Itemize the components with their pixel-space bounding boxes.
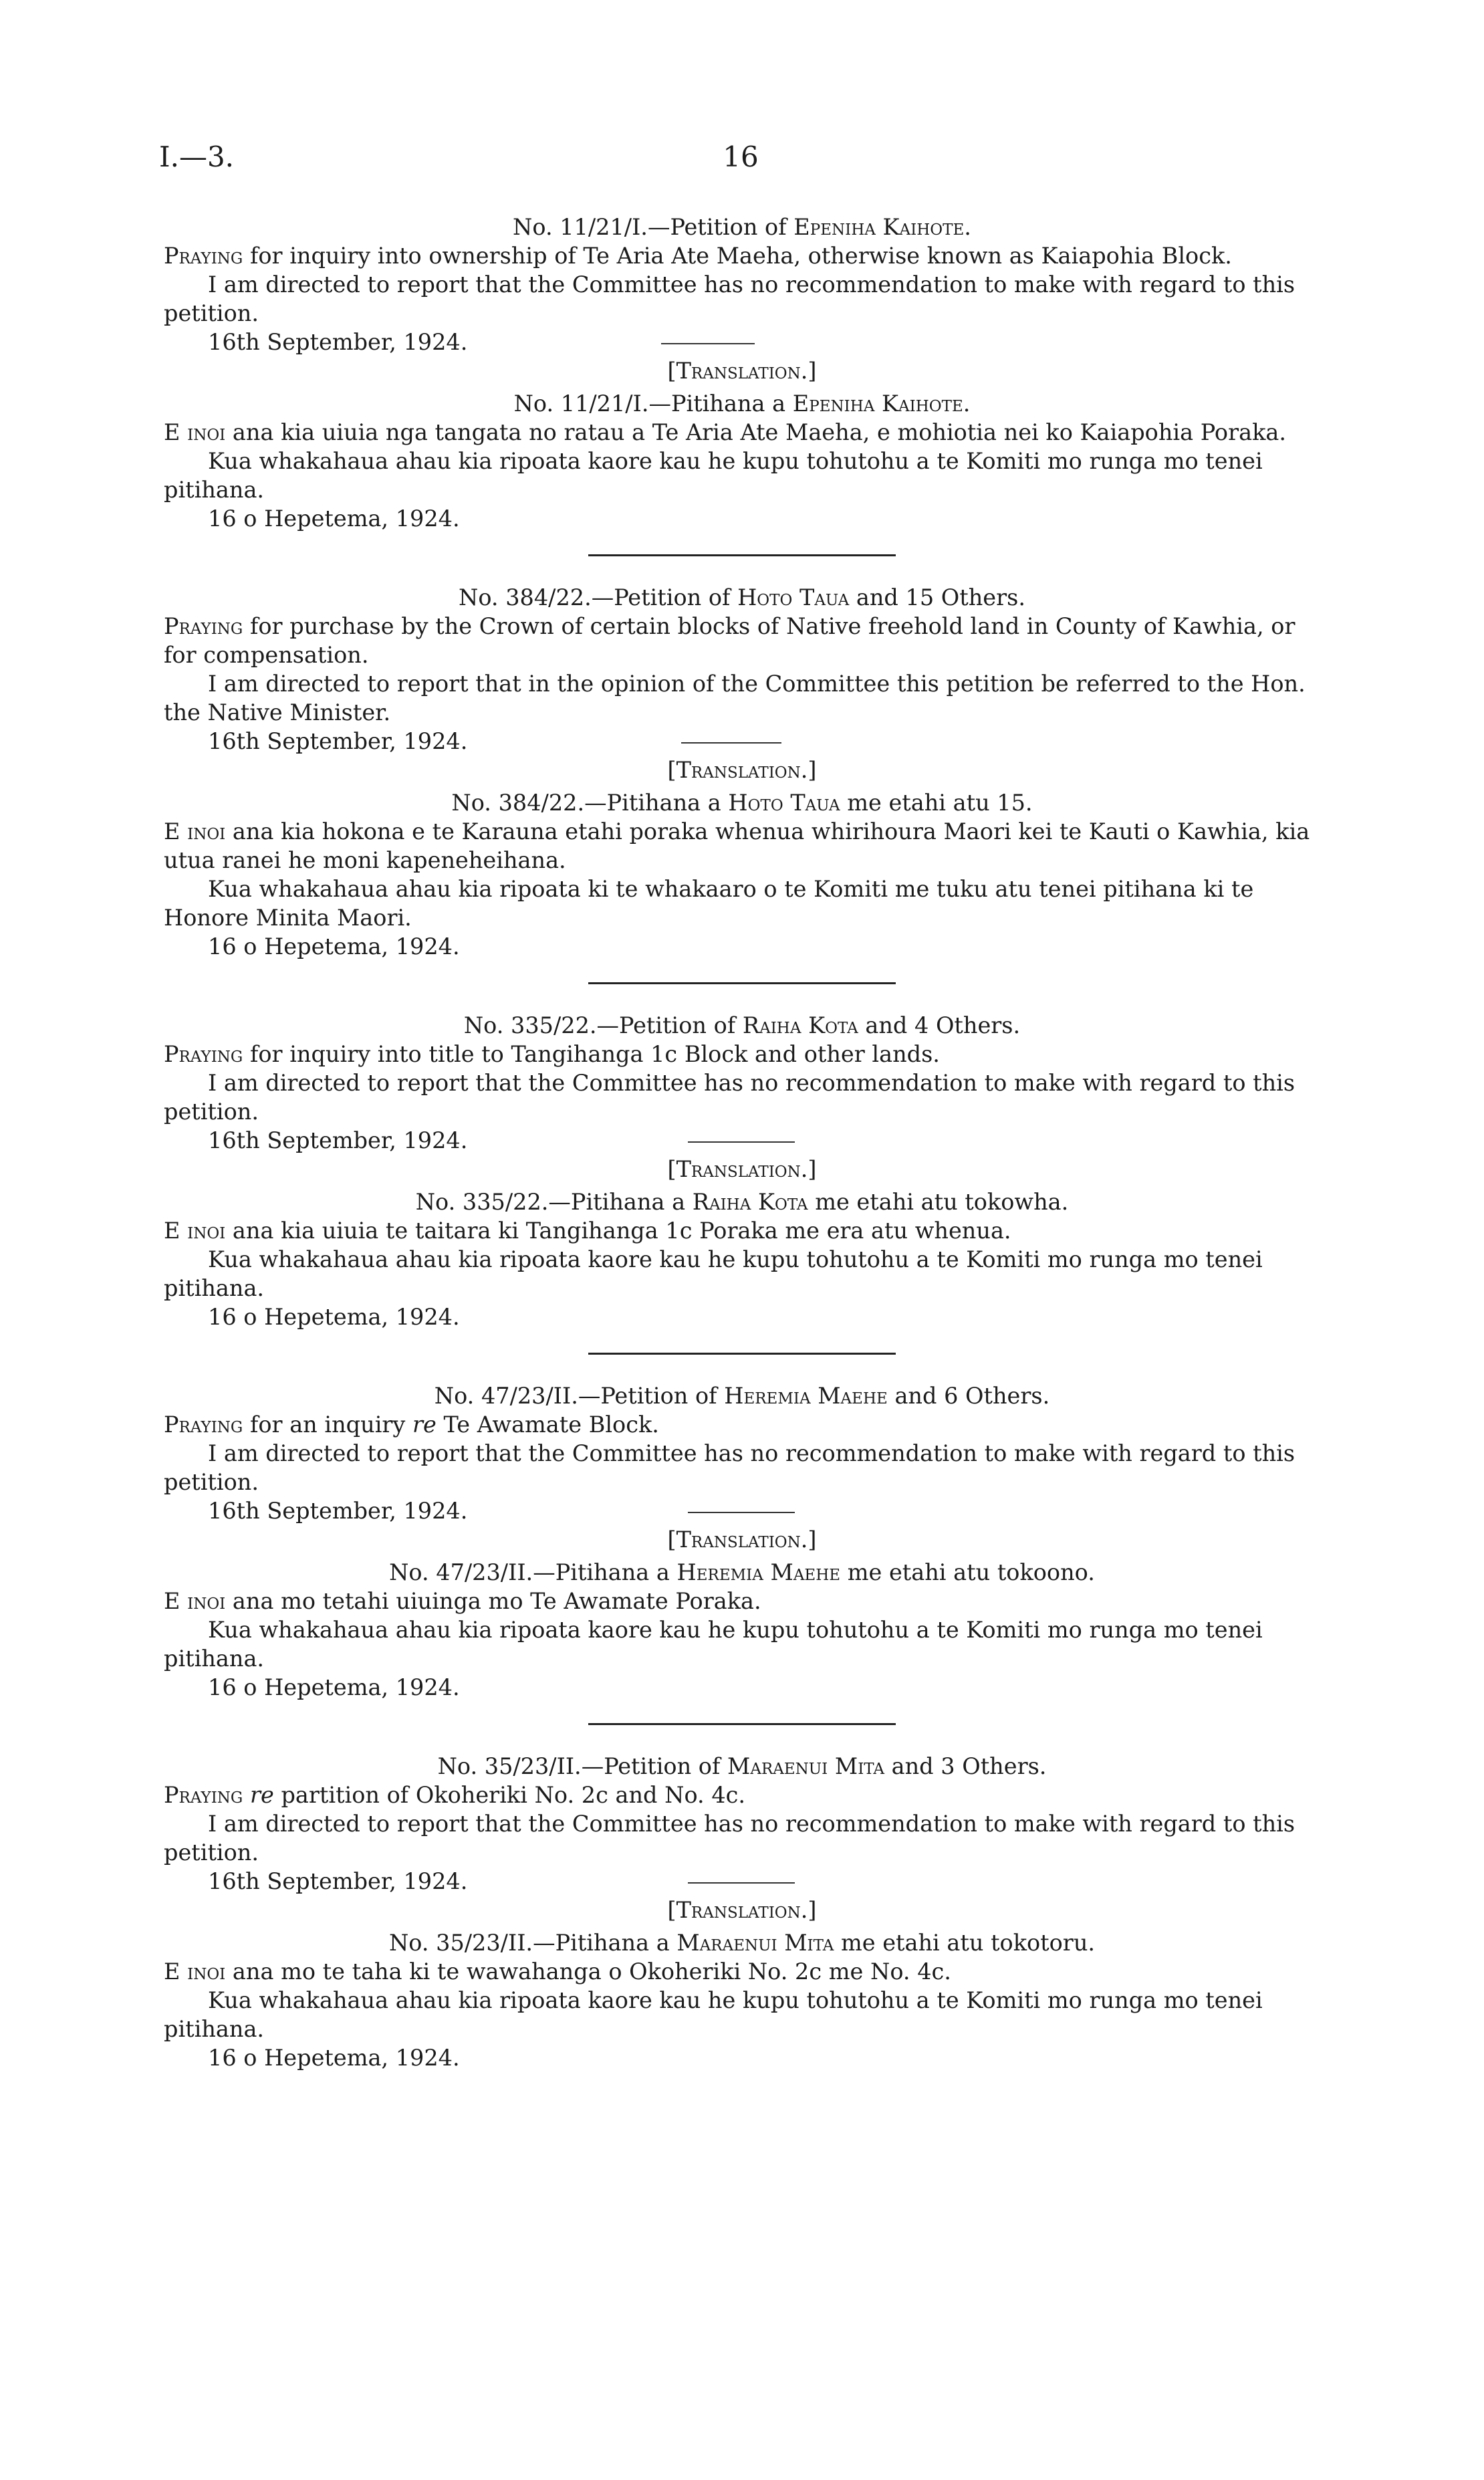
short-divider	[688, 1882, 795, 1884]
translation-prayer: E inoi ana mo te taha ki te wawahanga o Okoheriki No. 2c me No. 4c.	[164, 1958, 951, 1985]
document-reference: I.—3.	[159, 140, 235, 173]
petitioner-name: Hoto Taua	[728, 790, 840, 816]
petitioner-name: Epeniha Kaihote	[793, 214, 965, 240]
translation-report: Kua whakahaua ahau kia ripoata kaore kau he kupu tohutohu a te Komiti mo runga mo tenei pitihana.	[164, 1617, 1263, 1672]
petition-title: No. 335/22.—Petition of Raiha Kota and 4 Others.	[463, 1012, 1021, 1038]
petition-report: I am directed to report that the Committee has no recommendation to make with regard to this petition.	[164, 1811, 1295, 1866]
translation-prayer: E inoi ana kia uiuia te taitara ki Tangihanga 1c Poraka me era atu whenua.	[164, 1218, 1011, 1244]
petition-report: I am directed to report that the Committee has no recommendation to make with regard to this petition.	[164, 1070, 1295, 1125]
petition-title: No. 384/22.—Petition of Hoto Taua and 15 Others.	[459, 584, 1025, 610]
translation-label: [Translation.]	[667, 757, 817, 783]
petitioner-name: Hoto Taua	[737, 584, 850, 610]
short-divider	[681, 742, 781, 744]
petition-date: 16th September, 1924.	[164, 1867, 1320, 1896]
petition-entry	[164, 1381, 1320, 1725]
petition-date: 16th September, 1924.	[164, 727, 1320, 756]
short-divider	[688, 1141, 795, 1143]
section-divider	[588, 982, 896, 984]
petition-prayer: Praying for purchase by the Crown of certain blocks of Native freehold land in County of Kawhia, or for compensation.	[164, 613, 1295, 668]
translation-label: [Translation.]	[667, 1527, 817, 1553]
translation-title: No. 35/23/II.—Pitihana a Maraenui Mita me etahi atu tokotoru.	[388, 1930, 1096, 1956]
petitioner-name: Heremia Maehe	[676, 1559, 841, 1585]
translation-date: 16 o Hepetema, 1924.	[208, 505, 460, 532]
petitioner-name: Raiha Kota	[742, 1012, 858, 1038]
translation-title: No. 47/23/II.—Pitihana a Heremia Maehe me etahi atu tokoono.	[389, 1559, 1095, 1585]
petition-prayer: Praying for inquiry into ownership of Te Aria Ate Maeha, otherwise known as Kaiapohia Block.	[164, 243, 1232, 269]
translation-report: Kua whakahaua ahau kia ripoata kaore kau he kupu tohutohu a te Komiti mo runga mo tenei pitihana.	[164, 448, 1263, 503]
short-divider	[661, 343, 755, 344]
translation-label: [Translation.]	[667, 1156, 817, 1182]
petition-prayer: Praying for inquiry into title to Tangihanga 1c Block and other lands.	[164, 1041, 940, 1067]
translation-label: [Translation.]	[667, 1897, 817, 1923]
petition-entry	[164, 583, 1320, 984]
page-header	[159, 140, 1322, 181]
petition-title: No. 47/23/II.—Petition of Heremia Maehe and 6 Others.	[434, 1383, 1050, 1409]
petition-report: I am directed to report that in the opinion of the Committee this petition be referred to the Hon. the Native Minister.	[164, 671, 1306, 725]
petition-title: No. 11/21/I.—Petition of Epeniha Kaihote.	[513, 214, 971, 240]
petitioner-name: Epeniha Kaihote	[792, 390, 963, 417]
translation-report: Kua whakahaua ahau kia ripoata ki te whakaaro o te Komiti me tuku atu tenei pitihana ki te Honore Minita Maori.	[164, 876, 1254, 931]
petition-date: 16th September, 1924.	[164, 328, 1320, 356]
translation-date: 16 o Hepetema, 1924.	[208, 1304, 460, 1330]
petition-date: 16th September, 1924.	[164, 1126, 1320, 1155]
petitioner-name: Raiha Kota	[692, 1189, 808, 1215]
short-divider	[688, 1512, 795, 1513]
translation-report: Kua whakahaua ahau kia ripoata kaore kau he kupu tohutohu a te Komiti mo runga mo tenei pitihana.	[164, 1987, 1263, 2042]
petition-prayer: Praying re partition of Okoheriki No. 2c and No. 4c.	[164, 1782, 746, 1808]
translation-date: 16 o Hepetema, 1924.	[208, 2045, 460, 2071]
translation-report: Kua whakahaua ahau kia ripoata kaore kau he kupu tohutohu a te Komiti mo runga mo tenei pitihana.	[164, 1246, 1263, 1301]
petitioner-name: Maraenui Mita	[676, 1930, 834, 1956]
translation-date: 16 o Hepetema, 1924.	[208, 933, 460, 960]
petition-report: I am directed to report that the Committee has no recommendation to make with regard to this petition.	[164, 271, 1295, 326]
petition-report: I am directed to report that the Committee has no recommendation to make with regard to this petition.	[164, 1440, 1295, 1495]
page-content	[164, 213, 1320, 2072]
petition-title: No. 35/23/II.—Petition of Maraenui Mita and 3 Others.	[437, 1753, 1047, 1779]
translation-prayer: E inoi ana mo tetahi uiuinga mo Te Awamate Poraka.	[164, 1588, 761, 1614]
translation-date: 16 o Hepetema, 1924.	[208, 1674, 460, 1700]
petition-entry	[164, 213, 1320, 556]
page-number: 16	[723, 140, 759, 173]
translation-title: No. 384/22.—Pitihana a Hoto Taua me etahi atu 15.	[451, 790, 1033, 816]
section-divider	[588, 1723, 896, 1725]
translation-title: No. 335/22.—Pitihana a Raiha Kota me etahi atu tokowha.	[415, 1189, 1069, 1215]
petition-prayer: Praying for an inquiry re Te Awamate Block.	[164, 1412, 659, 1438]
translation-label: [Translation.]	[667, 358, 817, 384]
translation-prayer: E inoi ana kia hokona e te Karauna etahi poraka whenua whirihoura Maori kei te Kauti o Kawhia, kia utua ranei he moni kapeneheihana.	[164, 818, 1310, 873]
petitioner-name: Maraenui Mita	[727, 1753, 884, 1779]
section-divider	[588, 1353, 896, 1355]
section-divider	[588, 554, 896, 556]
petition-entry	[164, 1752, 1320, 2072]
petition-date: 16th September, 1924.	[164, 1496, 1320, 1525]
translation-title: No. 11/21/I.—Pitihana a Epeniha Kaihote.	[513, 390, 971, 417]
petition-entry	[164, 1011, 1320, 1355]
petitioner-name: Heremia Maehe	[724, 1383, 888, 1409]
translation-prayer: E inoi ana kia uiuia nga tangata no ratau a Te Aria Ate Maeha, e mohiotia nei ko Kaiapohia Poraka.	[164, 419, 1286, 445]
